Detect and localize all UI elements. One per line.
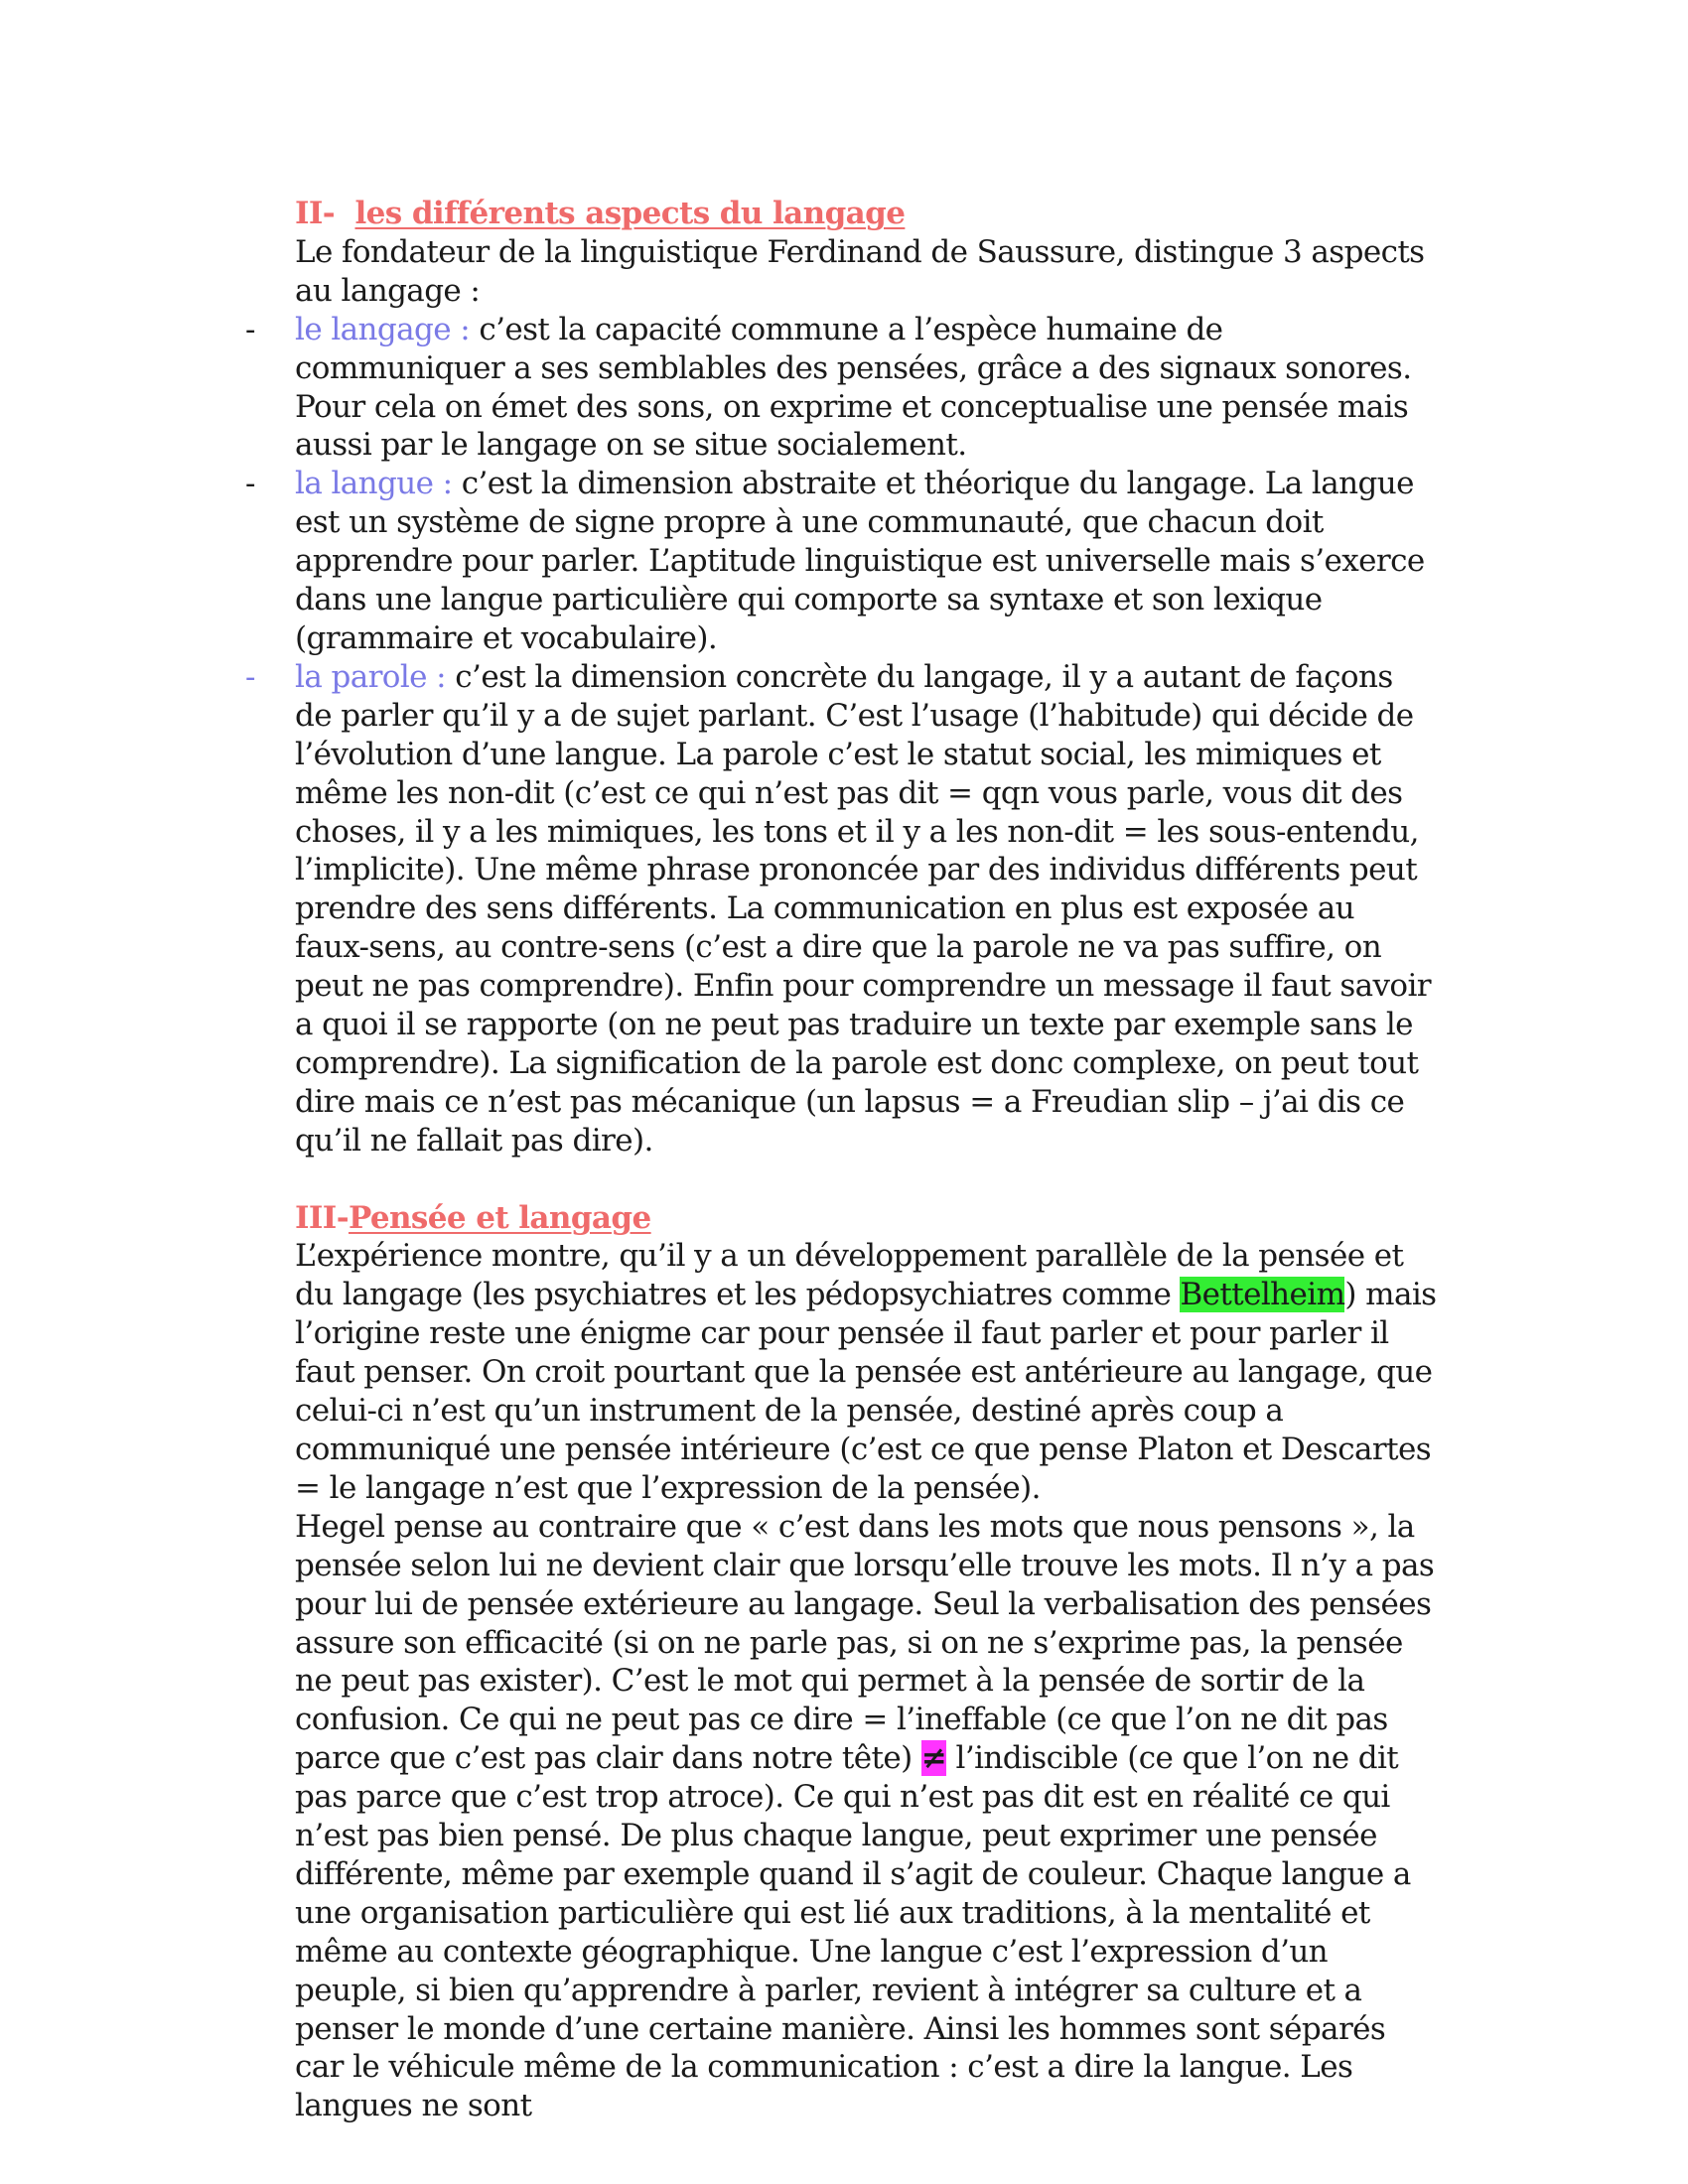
para-2-text-after: l’indiscible (ce que l’on ne dit pas parce que c’est trop atroce). Ce qui n’est pas dit est en réalité ce qui n’est pas bien pensé. De plus chaque langue, peut exprimer une pensée différente, même par exemple quand il s’agit de couleur. Chaque langue a une organisation particulière qui est lié aux traditions, à la mentalité et même au contexte géographique. Une langue c’est l’expression d’un peuple, si bien qu’apprendre à parler, revient à intégrer sa culture et a penser le monde d’une certaine manière. Ainsi les hommes sont séparés car le véhicule même de la communication : c’est a dire la langue. Les langues ne sont bbox=[295, 1740, 1411, 2124]
section-2-intro: Le fondateur de la linguistique Ferdinand de Saussure, distingue 3 aspects au langage : bbox=[295, 233, 1425, 309]
bullet-text-parole: c’est la dimension concrète du langage, il y a autant de façons de parler qu’il y a de sujet parlant. C’est l’usage (l’habitude) qui décide de l’évolution d’une langue. La parole c’est le statut social, les mimiques et même les non-dit (c’est ce qui n’est pas dit = qqn vous parle, vous dit des choses, il y a les mimiques, les tons et il y a les non-dit = les sous-entendu, l’implicite). Une même phrase prononcée par des individus différents peut prendre des sens différents. La communication en plus est exposée au faux-sens, au contre-sens (c’est a dire que la parole ne va pas suffire, on peut ne pas comprendre). Enfin pour comprendre un message il faut savoir a quoi il se rapporte (on ne peut pas traduire un texte par exemple sans le comprendre). La signification de la parole est donc complexe, on peut tout dire mais ce n’est pas mécanique (un lapsus = a Freudian slip – j’ai dis ce qu’il ne fallait pas dire). bbox=[295, 658, 1432, 1159]
section-2-title: les différents aspects du langage bbox=[354, 196, 906, 231]
section-spacer bbox=[295, 1160, 1437, 1199]
para-1-text-before: L’expérience montre, qu’il y a un développement parallèle de la pensée et du langage (les psychiatres et les pédopsychiatres comme bbox=[295, 1238, 1404, 1313]
bullet-text-langage: c’est la capacité commune a l’espèce humaine de communiquer a ses semblables des pensées, grâce a des signaux sonores. Pour cela on émet des sons, on exprime et conceptualise une pensée mais aussi par le langage on se situe socialement. bbox=[295, 311, 1412, 464]
bullet-dash: - bbox=[245, 311, 255, 347]
section-2-heading bbox=[295, 195, 1437, 233]
section-2-number: II- bbox=[295, 196, 336, 231]
para-2-text-before: Hegel pense au contraire que « c’est dans les mots que nous pensons », la pensée selon lui ne devient clair que lorsqu’elle trouve les mots. Il n’y a pas pour lui de pensée extérieure au langage. Seul la verbalisation des pensées assure son efficacité (si on ne parle pas, si on ne s’exprime pas, la pensée ne peut pas exister). C’est le mot qui permet à la pensée de sortir de la confusion. Ce qui ne peut pas ce dire = l’ineffable (ce que l’on ne dit pas parce que c’est pas clair dans notre tête) bbox=[295, 1508, 1435, 1777]
bullet-term-langage: le langage : bbox=[295, 311, 471, 347]
bullet-langage bbox=[245, 311, 1437, 466]
para-1-text-after: ) mais l’origine reste une énigme car pour pensée il faut parler et pour parler il faut penser. On croit pourtant que la pensée est antérieure au langage, que celui-ci n’est qu’un instrument de la pensée, destiné après coup a communiqué une pensée intérieure (c’est ce que pense Platon et Descartes = le langage n’est que l’expression de la pensée). bbox=[295, 1277, 1437, 1506]
page-content bbox=[245, 195, 1437, 2125]
bullet-langue bbox=[245, 465, 1437, 658]
section-3-paragraph-2 bbox=[295, 1508, 1437, 2126]
bullet-term-langue: la langue : bbox=[295, 466, 453, 502]
not-equal-symbol: ≠ bbox=[920, 1740, 947, 1777]
bullet-text-langue: c’est la dimension abstraite et théorique du langage. La langue est un système de signe propre à une communauté, que chacun doit apprendre pour parler. L’aptitude linguistique est universelle mais s’exerce dans une langue particulière qui comporte sa syntaxe et son lexique (grammaire et vocabulaire). bbox=[295, 466, 1425, 656]
section-3-heading bbox=[295, 1199, 1437, 1238]
section-3-paragraph-1 bbox=[295, 1237, 1437, 1507]
bullet-dash: - bbox=[245, 658, 255, 695]
bullet-dash: - bbox=[245, 466, 255, 502]
section-3-number: III- bbox=[295, 1199, 349, 1236]
section-3-title: Pensée et langage bbox=[348, 1199, 651, 1236]
bullet-term-parole: la parole : bbox=[295, 658, 447, 695]
highlight-bettelheim: Bettelheim bbox=[1180, 1277, 1345, 1313]
bullet-parole bbox=[245, 658, 1437, 1160]
